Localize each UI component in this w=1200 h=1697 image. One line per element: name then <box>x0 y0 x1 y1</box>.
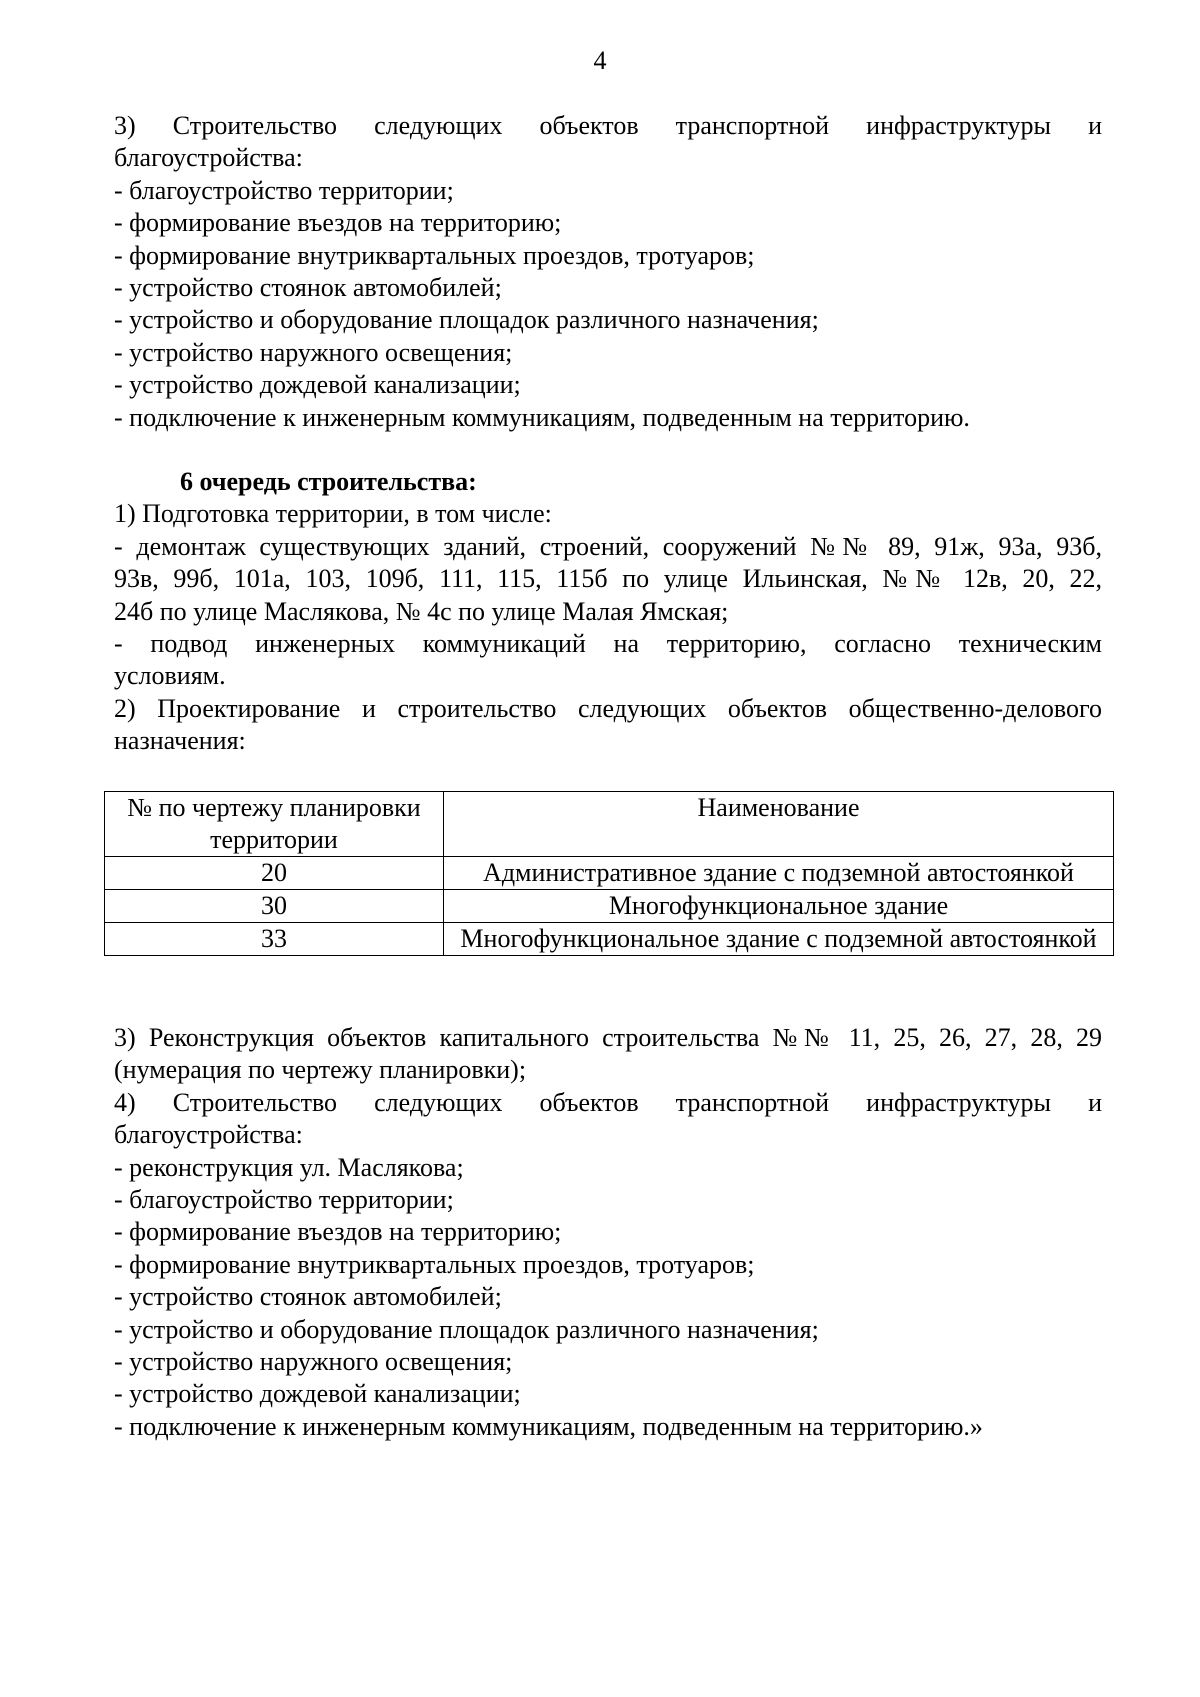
cell-number: 30 <box>105 890 444 923</box>
item-1-heading: 1) Подготовка территории, в том числе: <box>114 499 552 529</box>
item-3-line1: 3) Реконструкция объектов капитального строительства №№ 11, 25, 26, 27, 28, 29 <box>114 1023 1102 1052</box>
cell-number: 33 <box>105 923 444 956</box>
table-header-row <box>105 792 1114 857</box>
item-3-heading-line1: 3) Строительство следующих объектов транспортной инфраструктуры и <box>114 111 1102 140</box>
list-item: - устройство и оборудование площадок различного назначения; <box>114 305 819 335</box>
cell-number: 20 <box>105 857 444 890</box>
list-item: - формирование въездов на территорию; <box>114 1217 562 1247</box>
cell-name: Административное здание с подземной автостоянкой <box>444 857 1114 890</box>
utilities-line1: - подвод инженерных коммуникаций на территорию, согласно техническим <box>114 629 1102 659</box>
list-item: - устройство стоянок автомобилей; <box>114 1282 502 1312</box>
list-item: - благоустройство территории; <box>114 1185 454 1215</box>
item-2-heading-line2: назначения: <box>114 726 246 756</box>
list-item: - формирование внутриквартальных проездов, тротуаров; <box>114 1249 755 1279</box>
list-item: - устройство дождевой канализации; <box>114 1379 521 1409</box>
demolition-line2: 93в, 99б, 101а, 103, 109б, 111, 115, 115б по улице Ильинская, №№ 12в, 20, 22, <box>114 564 1102 594</box>
table-row <box>105 857 1114 890</box>
item-2-heading-line1: 2) Проектирование и строительство следующих объектов общественно-делового <box>114 693 1102 723</box>
list-item: - устройство наружного освещения; <box>114 337 513 367</box>
header-name: Наименование <box>444 792 1114 857</box>
cell-name: Многофункциональное здание с подземной автостоянкой <box>444 923 1114 956</box>
section-stage-6 <box>114 466 1102 758</box>
section-transport-infrastructure <box>114 110 1102 434</box>
section-reconstruction <box>114 1022 1102 1443</box>
list-item: - реконструкция ул. Маслякова; <box>114 1152 464 1182</box>
cell-name: Многофункциональное здание <box>444 890 1114 923</box>
list-item: - благоустройство территории; <box>114 175 454 205</box>
list-item: - подключение к инженерным коммуникациям, подведенным на территорию.» <box>114 1411 983 1441</box>
table-row <box>105 923 1114 956</box>
stage-heading: 6 очередь строительства: <box>180 467 477 496</box>
list-item: - формирование въездов на территорию; <box>114 208 562 238</box>
utilities-line2: условиям. <box>114 661 226 691</box>
objects-table <box>104 791 1114 956</box>
list-item: - устройство дождевой канализации; <box>114 370 521 400</box>
list-item: - устройство наружного освещения; <box>114 1347 513 1377</box>
page-number: 4 <box>593 46 607 75</box>
list-item: - подключение к инженерным коммуникациям, подведенным на территорию. <box>114 402 970 432</box>
table-row <box>105 890 1114 923</box>
demolition-line3: 24б по улице Маслякова, № 4с по улице Малая Ямская; <box>114 596 729 626</box>
list-item: - устройство стоянок автомобилей; <box>114 273 502 303</box>
item-3-line2: (нумерация по чертежу планировки); <box>114 1055 527 1085</box>
list-item: - устройство и оборудование площадок различного назначения; <box>114 1314 819 1344</box>
header-drawing-number: № по чертежу планировки территории <box>105 792 444 857</box>
item-3-heading-line2: благоустройства: <box>114 143 303 173</box>
item-4-line1: 4) Строительство следующих объектов транспортной инфраструктуры и <box>114 1087 1102 1117</box>
demolition-line1: - демонтаж существующих зданий, строений, сооружений №№ 89, 91ж, 93а, 93б, <box>114 531 1102 561</box>
list-item: - формирование внутриквартальных проездов, тротуаров; <box>114 240 755 270</box>
item-4-line2: благоустройства: <box>114 1120 303 1150</box>
